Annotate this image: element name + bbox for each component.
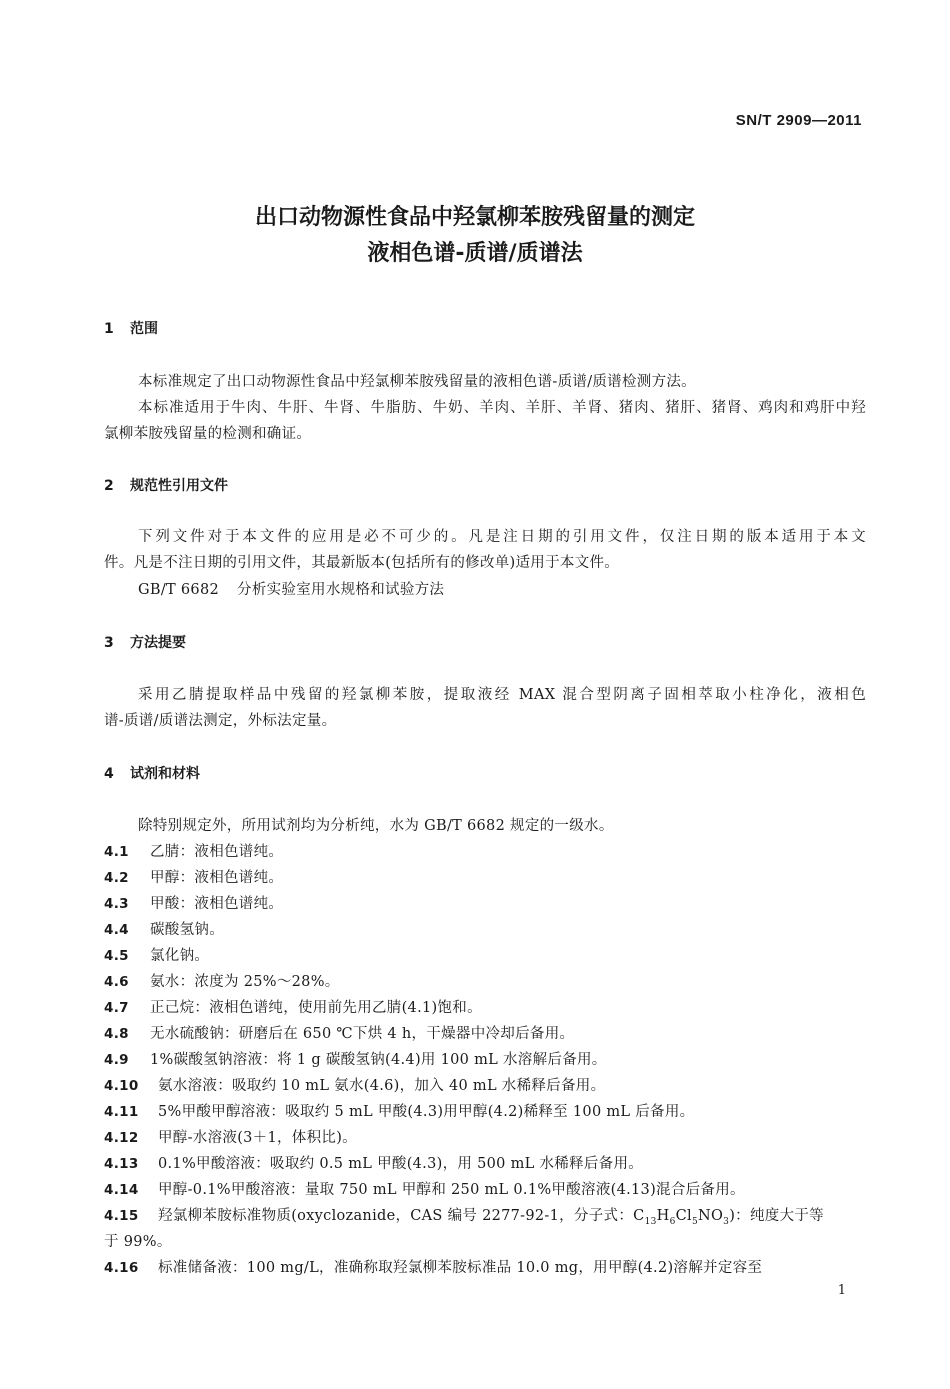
item-number: 4.10 <box>104 1078 139 1094</box>
section-1-heading <box>104 318 158 338</box>
section-2-title: 规范性引用文件 <box>130 478 228 494</box>
item-text: 1%碳酸氢钠溶液：将 1 g 碳酸氢钠(4.4)用 100 mL 水溶解后备用。 <box>150 1052 607 1068</box>
section-3-paragraph-line2: 谱-质谱/质谱法测定，外标法定量。 <box>104 713 337 729</box>
item-text: 5%甲酸甲醇溶液：吸取约 5 mL 甲酸(4.3)用甲醇(4.2)稀释至 100 mL 后备用。 <box>158 1104 695 1120</box>
item-text: 氯化钠。 <box>150 948 210 964</box>
section-2-heading <box>104 475 228 495</box>
item-number: 4.2 <box>104 870 129 886</box>
item-text-b: H <box>656 1208 670 1224</box>
list-item <box>104 996 482 1017</box>
section-3-number: 3 <box>104 635 114 651</box>
item-text: 标准储备液：100 mg/L，准确称取羟氯柳苯胺标准品 10.0 mg，用甲醇(4.2)溶解并定容至 <box>158 1260 763 1276</box>
item-number: 4.6 <box>104 974 129 990</box>
page-number: 1 <box>837 1283 846 1298</box>
section-4-heading <box>104 763 200 783</box>
item-number: 4.14 <box>104 1182 139 1198</box>
section-1-paragraph-2-line1: 本标准适用于牛肉、牛肝、牛肾、牛脂肪、牛奶、羊肉、羊肝、羊肾、猪肉、猪肝、猪肾、鸡肉和鸡肝中羟 <box>138 400 866 416</box>
document-title-line2: 液相色谱-质谱/质谱法 <box>367 241 583 266</box>
formula-subscript-c: 13 <box>644 1216 657 1227</box>
item-text: 甲醇-水溶液(3＋1，体积比)。 <box>158 1130 357 1146</box>
item-text: 甲醇-0.1%甲酸溶液：量取 750 mL 甲醇和 250 mL 0.1%甲酸溶液(4.13)混合后备用。 <box>158 1182 745 1198</box>
item-number: 4.11 <box>104 1104 139 1120</box>
item-number: 4.16 <box>104 1260 139 1276</box>
list-item <box>104 1074 605 1095</box>
section-1-number: 1 <box>104 321 114 337</box>
list-item-reference-material <box>104 1204 824 1227</box>
section-1-title: 范围 <box>130 321 158 337</box>
item-number: 4.8 <box>104 1026 129 1042</box>
item-text-c: Cl <box>675 1208 692 1224</box>
list-item <box>104 840 283 861</box>
reference-code: GB/T 6682 <box>138 582 220 598</box>
section-2-paragraph-line2: 件。凡是不注日期的引用文件，其最新版本(包括所有的修改单)适用于本文件。 <box>104 555 620 571</box>
document-title-line1: 出口动物源性食品中羟氯柳苯胺残留量的测定 <box>254 205 695 230</box>
list-item <box>104 1152 643 1173</box>
normative-reference <box>138 578 444 599</box>
section-3-title: 方法提要 <box>130 635 186 651</box>
formula-subscript-h: 6 <box>669 1216 676 1227</box>
standard-number: SN/T 2909—2011 <box>735 112 862 129</box>
item-text: 无水硫酸钠：研磨后在 650 ℃下烘 4 h，干燥器中冷却后备用。 <box>150 1026 575 1042</box>
item-text: 碳酸氢钠。 <box>150 922 224 938</box>
list-item <box>104 1022 574 1043</box>
list-item <box>104 1100 694 1121</box>
item-text: 甲醇：液相色谱纯。 <box>150 870 284 886</box>
item-text: 甲酸：液相色谱纯。 <box>150 896 284 912</box>
list-item <box>104 1178 745 1199</box>
section-4-intro: 除特别规定外，所用试剂均为分析纯，水为 GB/T 6682 规定的一级水。 <box>138 818 614 834</box>
section-3-paragraph-line1: 采用乙腈提取样品中残留的羟氯柳苯胺，提取液经 MAX 混合型阴离子固相萃取小柱净化，液相色 <box>138 687 866 703</box>
list-item-stock-solution <box>104 1256 762 1277</box>
item-text: 乙腈：液相色谱纯。 <box>150 844 284 860</box>
list-item-continuation: 于 99%。 <box>104 1234 172 1250</box>
formula-subscript-cl: 5 <box>691 1216 698 1227</box>
item-number: 4.15 <box>104 1208 139 1224</box>
item-text-e: )：纯度大于等 <box>729 1208 824 1224</box>
section-3-heading <box>104 632 186 652</box>
item-number: 4.9 <box>104 1052 129 1068</box>
item-text-a: 羟氯柳苯胺标准物质(oxyclozanide，CAS 编号 2277-92-1，分子式：C <box>158 1208 645 1224</box>
reference-title: 分析实验室用水规格和试验方法 <box>237 582 445 598</box>
item-number: 4.5 <box>104 948 129 964</box>
item-number: 4.4 <box>104 922 129 938</box>
section-1-paragraph-2-line2: 氯柳苯胺残留量的检测和确证。 <box>104 426 312 442</box>
list-item <box>104 970 340 991</box>
item-number: 4.1 <box>104 844 129 860</box>
item-text-d: NO <box>697 1208 724 1224</box>
section-4-number: 4 <box>104 766 114 782</box>
item-text: 氨水溶液：吸取约 10 mL 氨水(4.6)，加入 40 mL 水稀释后备用。 <box>158 1078 606 1094</box>
item-text: 氨水：浓度为 25%～28%。 <box>150 974 340 990</box>
list-item <box>104 918 224 939</box>
item-text: 正己烷：液相色谱纯，使用前先用乙腈(4.1)饱和。 <box>150 1000 482 1016</box>
list-item <box>104 1048 607 1069</box>
list-item <box>104 892 283 913</box>
formula-subscript-o: 3 <box>723 1216 730 1227</box>
item-number: 4.12 <box>104 1130 139 1146</box>
section-1-paragraph-1: 本标准规定了出口动物源性食品中羟氯柳苯胺残留量的液相色谱-质谱/质谱检测方法。 <box>138 374 696 390</box>
list-item <box>104 866 283 887</box>
section-2-number: 2 <box>104 478 114 494</box>
list-item <box>104 1126 357 1147</box>
item-number: 4.3 <box>104 896 129 912</box>
item-text: 0.1%甲酸溶液：吸取约 0.5 mL 甲酸(4.3)，用 500 mL 水稀释后备用。 <box>158 1156 644 1172</box>
item-number: 4.13 <box>104 1156 139 1172</box>
item-number: 4.7 <box>104 1000 129 1016</box>
section-4-title: 试剂和材料 <box>130 766 200 782</box>
section-2-paragraph-line1: 下列文件对于本文件的应用是必不可少的。凡是注日期的引用文件，仅注日期的版本适用于本文 <box>138 529 866 545</box>
list-item <box>104 944 209 965</box>
